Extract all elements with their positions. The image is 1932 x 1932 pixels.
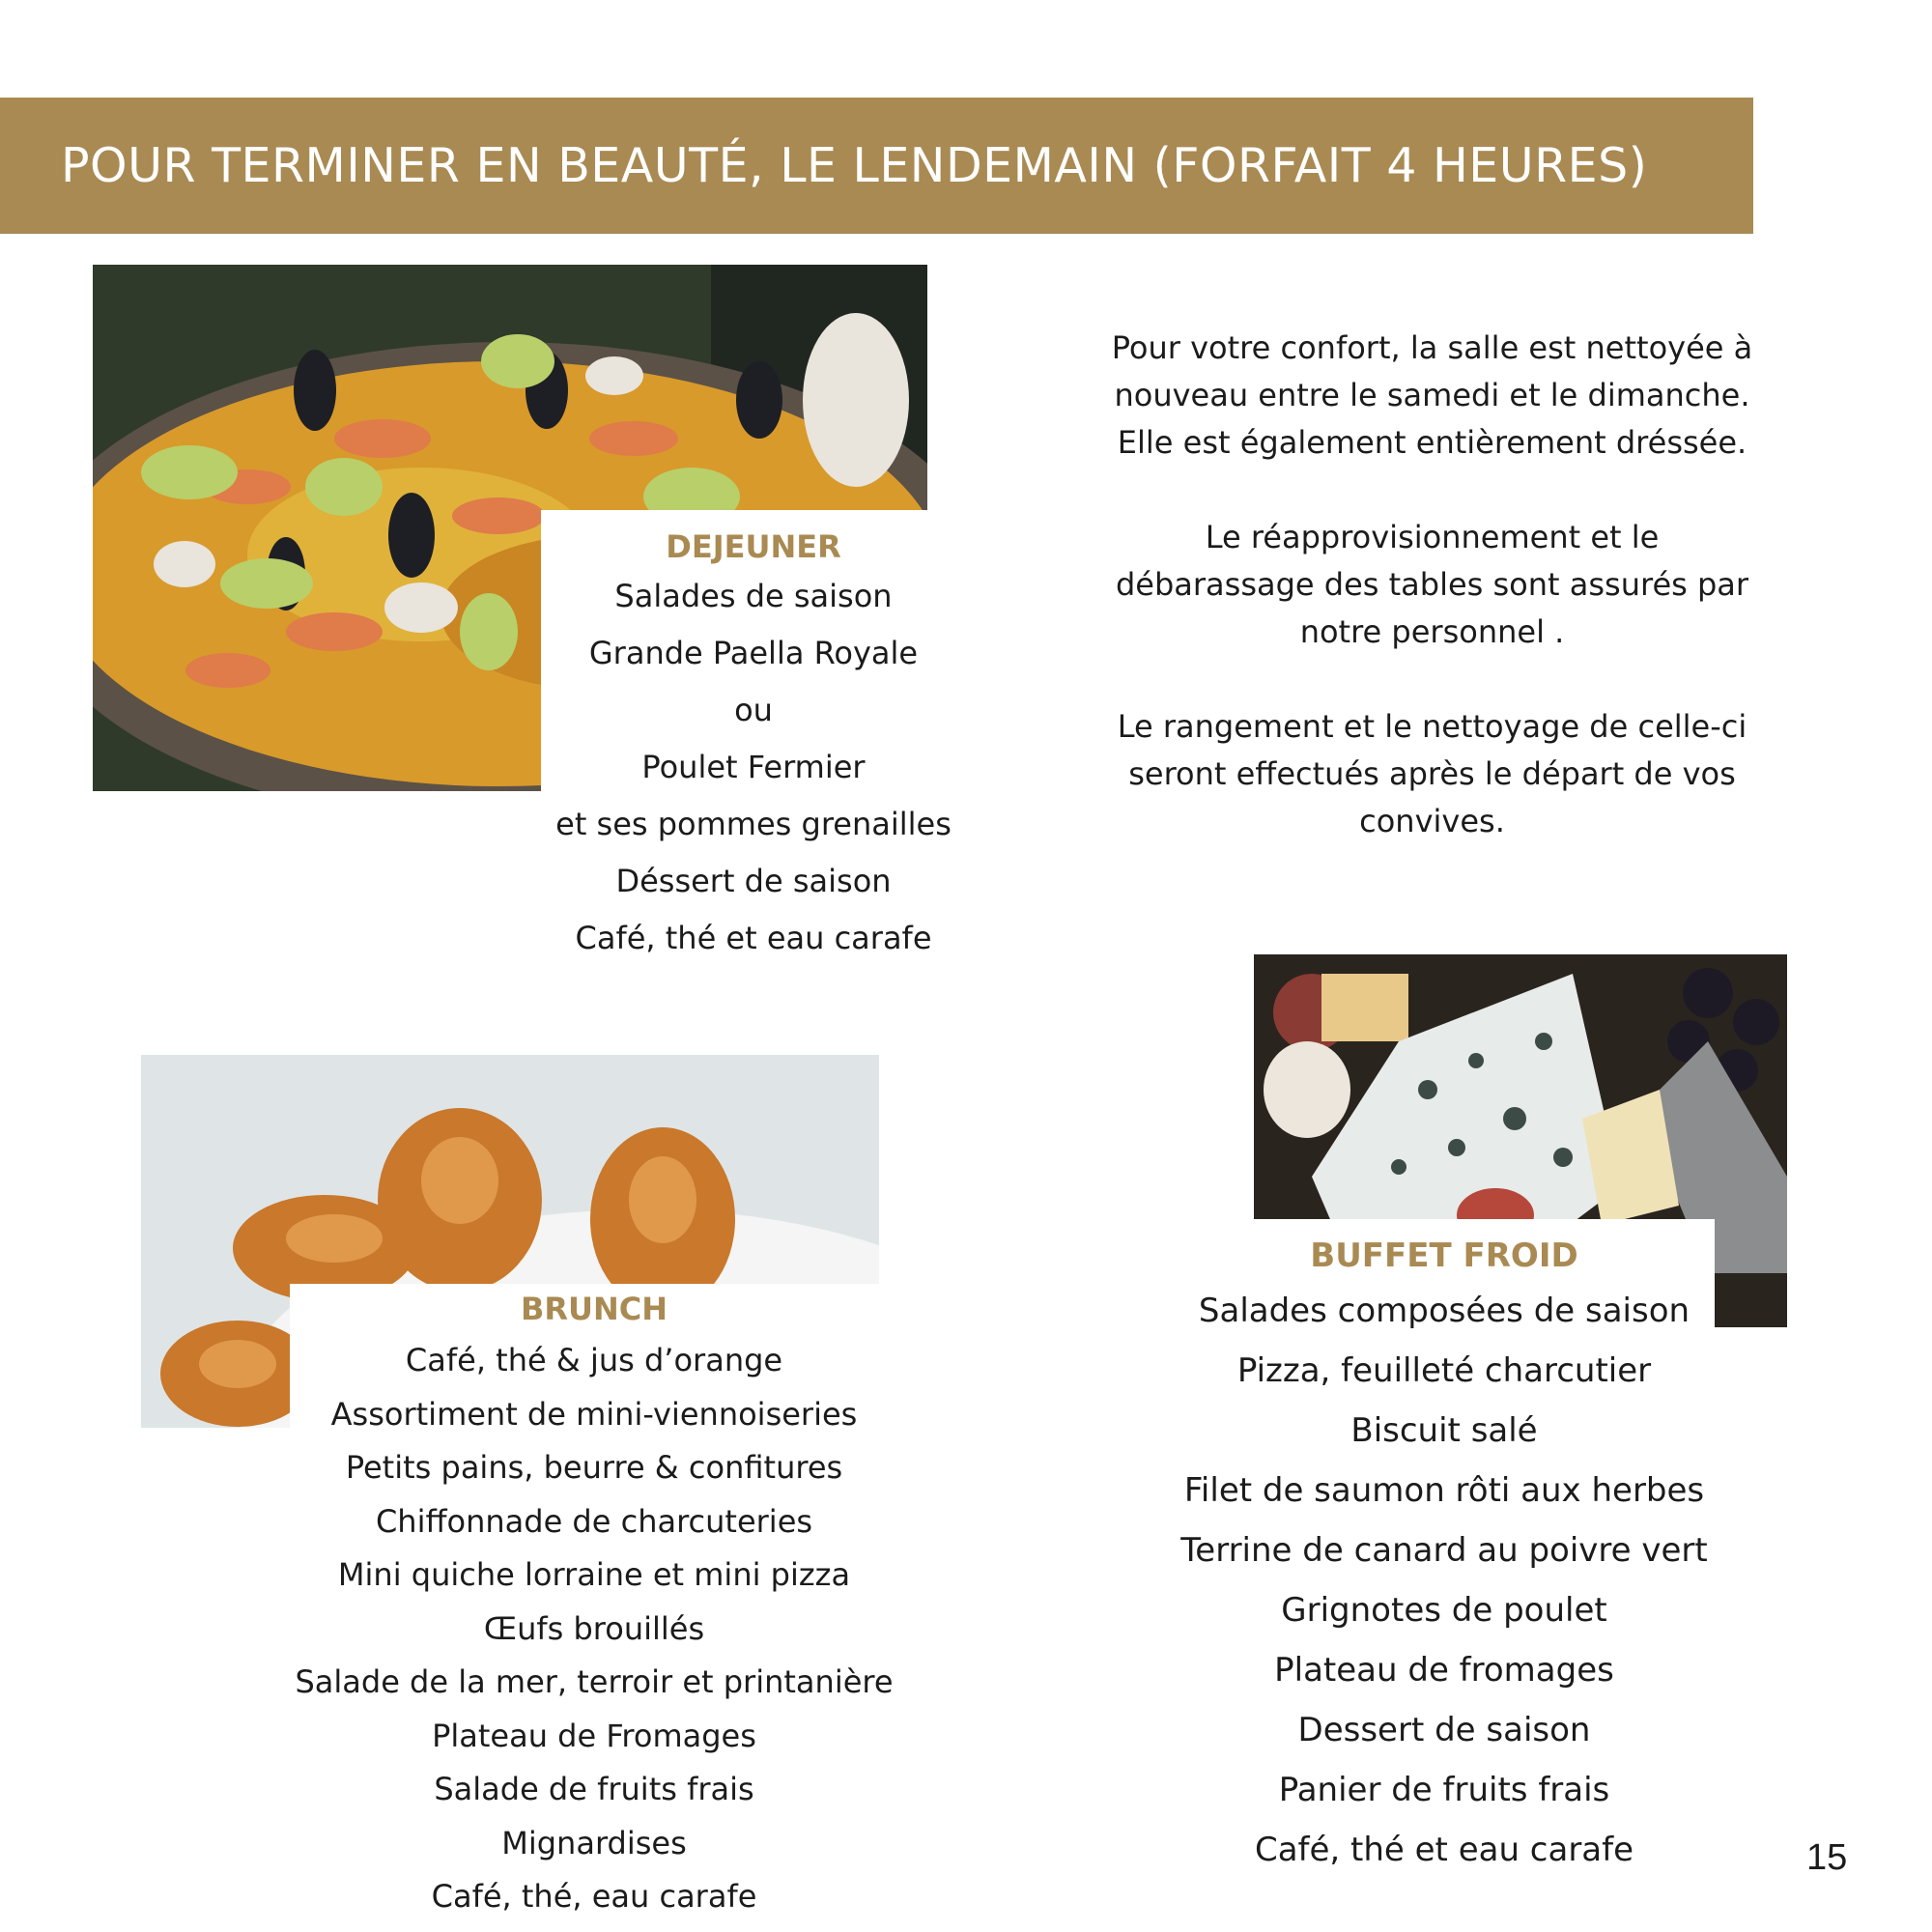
- list-item: Chiffonnade de charcuteries: [375, 1502, 813, 1540]
- list-item: Salade de fruits frais: [434, 1771, 754, 1807]
- list-item: Salade de la mer, terroir et printanière: [295, 1663, 894, 1700]
- list-item: Dessert de saison: [1297, 1711, 1591, 1749]
- list-item: Plateau de fromages: [1274, 1651, 1614, 1690]
- dejeuner-items: [541, 568, 966, 967]
- list-item: Café, thé & jus d’orange: [405, 1342, 783, 1378]
- list-item: Poulet Fermier: [641, 749, 866, 785]
- list-item: Grande Paella Royale: [588, 635, 919, 671]
- brunch-items: [290, 1334, 898, 1924]
- list-item: Panier de fruits frais: [1278, 1771, 1610, 1809]
- list-item: et ses pommes grenailles: [555, 806, 952, 842]
- buffet-menu: [1174, 1219, 1715, 1880]
- info-text: [1106, 325, 1758, 893]
- info-paragraph: Pour votre confort, la salle est nettoyée à nouveau entre le samedi et le dimanche. Elle est également entièrement dréssée.: [1111, 329, 1753, 461]
- list-item: Pizza, feuilleté charcutier: [1236, 1351, 1652, 1390]
- dejeuner-title: DEJEUNER: [666, 528, 841, 565]
- list-item: ou: [734, 692, 773, 728]
- list-item: Mini quiche lorraine et mini pizza: [337, 1556, 851, 1593]
- list-item: Terrine de canard au poivre vert: [1180, 1531, 1708, 1570]
- page-title: POUR TERMINER EN BEAUTÉ, LE LENDEMAIN (FORFAIT 4 HEURES): [61, 138, 1648, 193]
- list-item: Plateau de Fromages: [432, 1717, 756, 1754]
- list-item: Œufs brouillés: [483, 1609, 705, 1647]
- list-item: Filet de saumon rôti aux herbes: [1183, 1471, 1705, 1510]
- list-item: Salades composées de saison: [1198, 1292, 1690, 1330]
- buffet-items: [1174, 1281, 1715, 1880]
- brunch-menu: [290, 1284, 898, 1924]
- list-item: Mignardises: [501, 1824, 687, 1861]
- list-item: Déssert de saison: [615, 863, 892, 899]
- list-item: Salades de saison: [614, 578, 893, 614]
- list-item: Assortiment de mini-viennoiseries: [330, 1395, 858, 1433]
- list-item: Petits pains, beurre & confitures: [345, 1449, 843, 1486]
- list-item: Grignotes de poulet: [1281, 1591, 1607, 1630]
- page-number: 15: [1806, 1837, 1848, 1878]
- info-paragraph: Le rangement et le nettoyage de celle-ci seront effectués après le départ de vos convives.: [1117, 708, 1747, 839]
- brunch-title: BRUNCH: [520, 1291, 668, 1327]
- buffet-title: BUFFET FROID: [1310, 1236, 1578, 1275]
- dejeuner-menu: [541, 510, 966, 967]
- list-item: Café, thé et eau carafe: [575, 920, 932, 956]
- list-item: Café, thé, eau carafe: [431, 1878, 757, 1915]
- list-item: Café, thé et eau carafe: [1254, 1831, 1634, 1869]
- info-paragraph: Le réapprovisionnement et le débarassage des tables sont assurés par notre personnel .: [1115, 519, 1749, 650]
- list-item: Biscuit salé: [1350, 1411, 1538, 1450]
- header-banner: [0, 98, 1753, 234]
